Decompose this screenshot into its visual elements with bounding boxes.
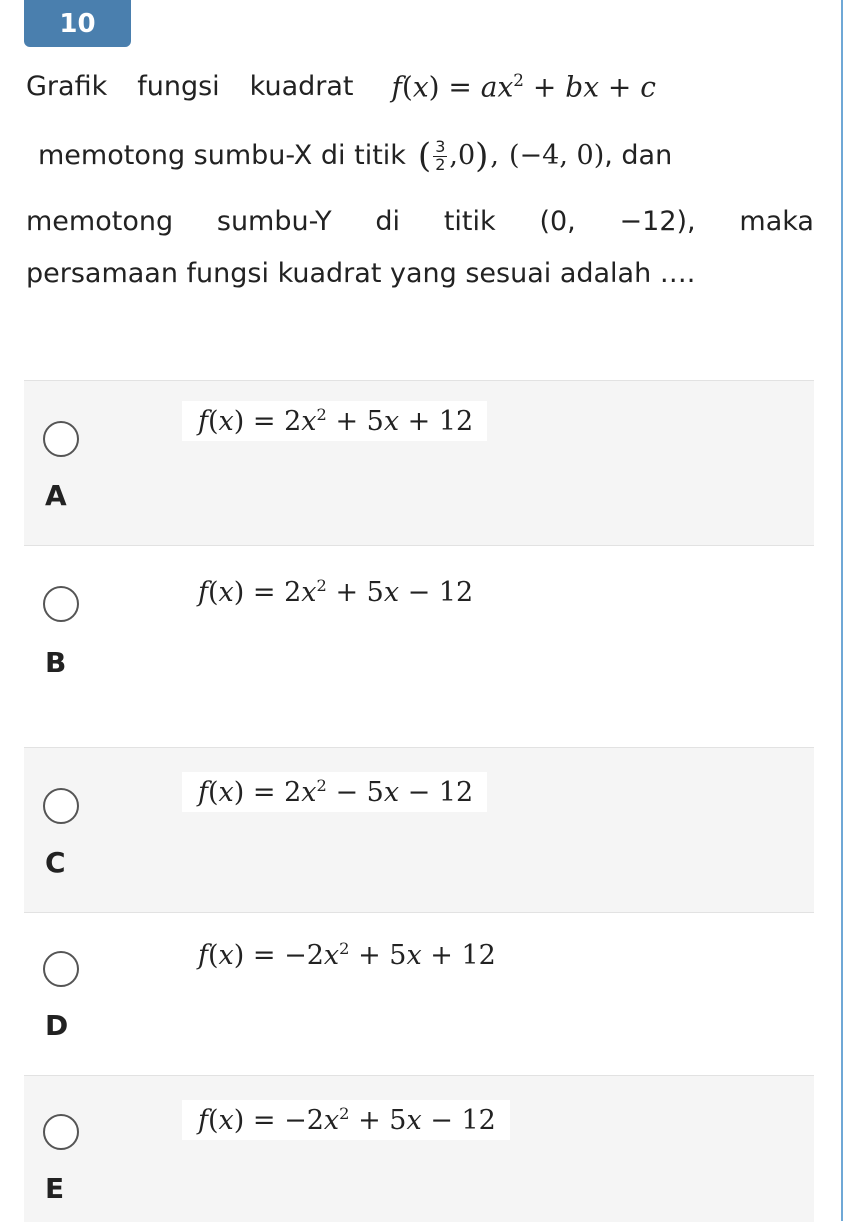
option-letter: D	[45, 1009, 69, 1042]
question-word: (0,	[539, 206, 576, 237]
radio-button[interactable]	[43, 1114, 79, 1150]
option-formula: $f(x) = 2x^2 + 5x + 12$	[182, 401, 487, 441]
option-c[interactable]	[24, 747, 814, 913]
option-formula: $f(x) = 2x^2 + 5x - 12$	[182, 572, 487, 612]
option-formula: $f(x) = 2x^2 - 5x - 12$	[182, 772, 487, 812]
option-letter: B	[45, 646, 67, 679]
question-word: titik	[443, 206, 496, 237]
option-letter: C	[45, 846, 66, 879]
question-word: memotong	[26, 206, 174, 237]
main-formula: $f(x) = ax^2$ + bx + c	[391, 70, 656, 104]
fraction: $\frac{3}{2}$	[435, 137, 446, 174]
option-b[interactable]	[24, 545, 814, 748]
question-word: kuadrat	[249, 70, 354, 102]
option-letter: A	[45, 479, 67, 512]
question-number-badge	[24, 0, 131, 47]
question-word: maka	[739, 206, 814, 237]
radio-button[interactable]	[43, 951, 79, 987]
option-a[interactable]	[24, 380, 814, 546]
question-text: memotong sumbu-X di titik	[38, 140, 406, 172]
option-d[interactable]	[24, 912, 814, 1076]
radio-button[interactable]	[43, 586, 79, 622]
right-border	[841, 0, 843, 1221]
option-formula: $f(x) = -2x^2 + 5x - 12$	[182, 1100, 510, 1140]
question-text: persamaan fungsi kuadrat yang sesuai adalah ….	[26, 258, 696, 289]
option-e[interactable]	[24, 1075, 814, 1222]
question-text-end: , dan	[604, 140, 673, 172]
question-word: −12),	[619, 206, 696, 237]
option-letter: E	[45, 1172, 65, 1205]
question-line-2: memotong sumbu-X di titik ( $\frac{3}{2}$ , 0 ) , (−4, 0) , dan	[38, 136, 673, 176]
question-word: sumbu-Y	[216, 206, 332, 237]
question-word: di	[375, 206, 401, 237]
question-word: fungsi	[137, 70, 220, 102]
radio-button[interactable]	[43, 788, 79, 824]
point-two: (−4, 0)	[509, 140, 605, 172]
question-line-1	[26, 70, 796, 104]
question-line-3	[26, 206, 814, 238]
question-word: Grafik	[26, 70, 108, 102]
radio-button[interactable]	[43, 421, 79, 457]
question-number: 10	[59, 9, 96, 39]
question-line-4	[26, 258, 814, 290]
option-formula: $f(x) = -2x^2 + 5x + 12$	[182, 935, 510, 975]
